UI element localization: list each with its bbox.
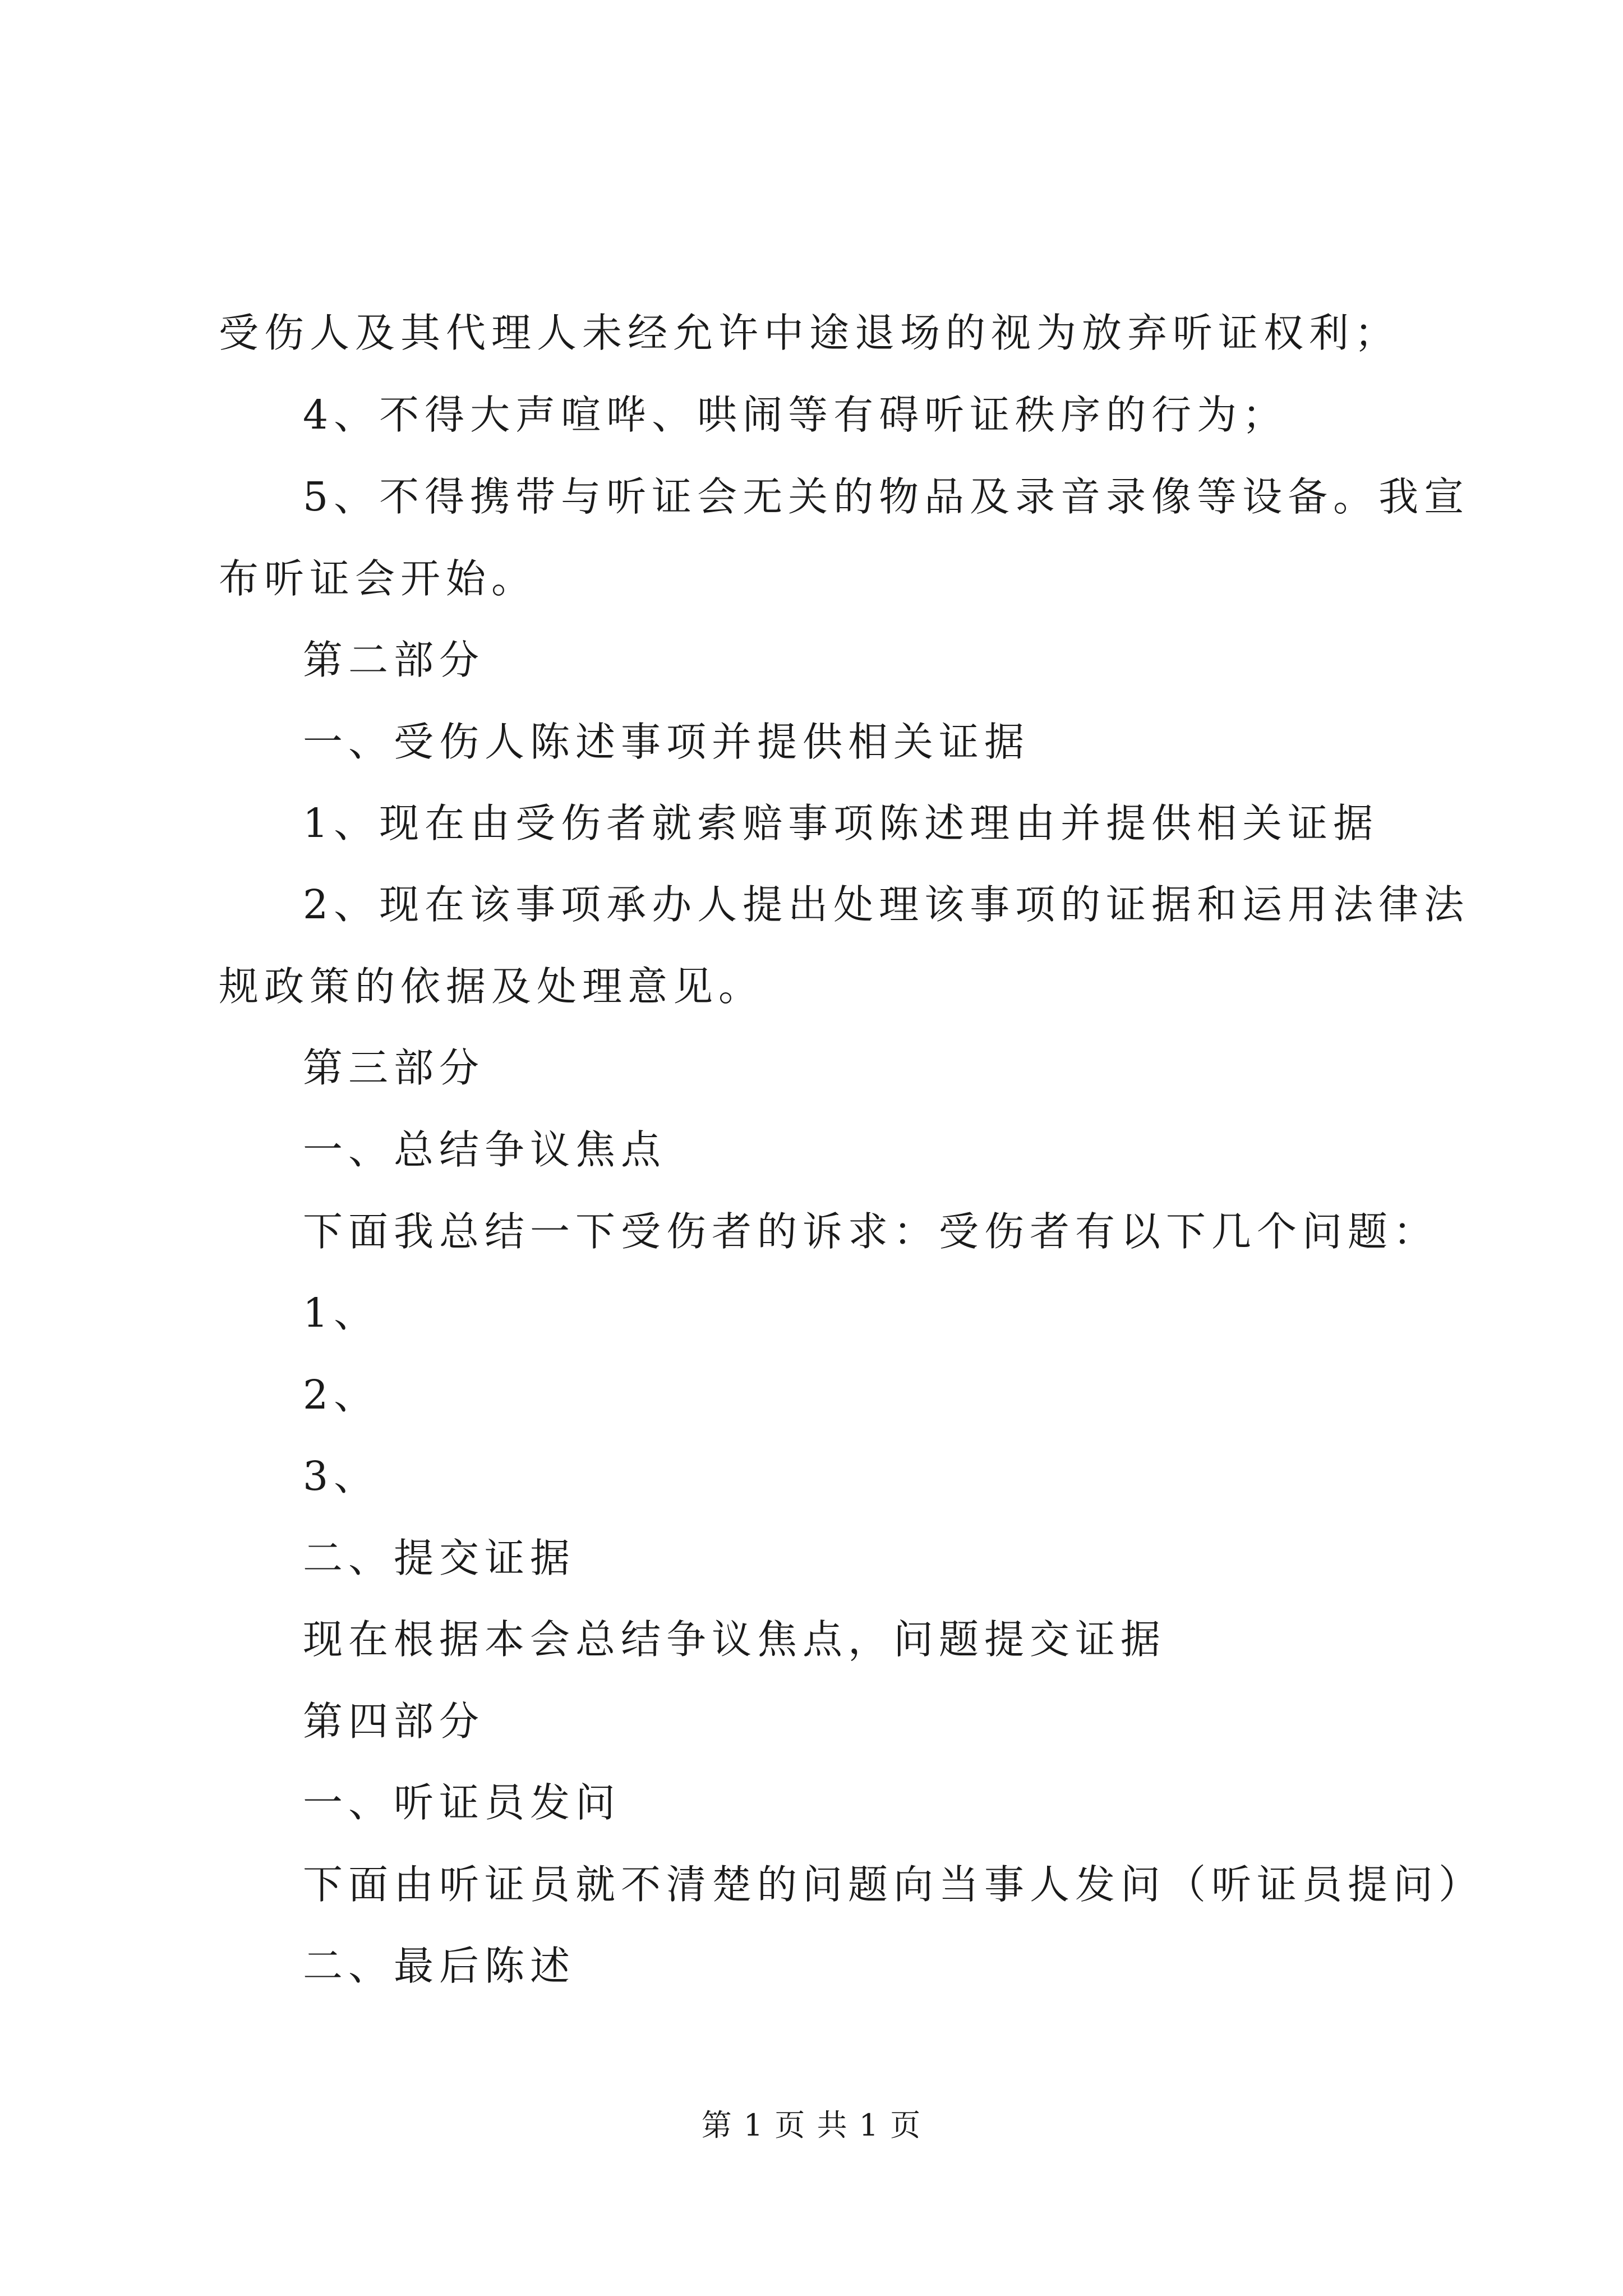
section-heading: 第二部分: [303, 637, 485, 683]
paragraph-line: 二、提交证据: [303, 1535, 576, 1581]
paragraph-line: 5、不得携带与听证会无关的物品及录音录像等设备。我宣: [303, 473, 1470, 520]
paragraph-line: 现在根据本会总结争议焦点，问题提交证据: [303, 1616, 1166, 1663]
paragraph-line: 1、现在由受伤者就索赔事项陈述理由并提供相关证据: [303, 800, 1379, 846]
paragraph-line: 一、总结争议焦点: [303, 1126, 667, 1173]
list-item: 3、: [303, 1453, 380, 1499]
list-item: 2、: [303, 1372, 380, 1418]
paragraph-line: 一、受伤人陈述事项并提供相关证据: [303, 719, 1030, 765]
paragraph-line: 下面我总结一下受伤者的诉求：受伤者有以下几个问题：: [303, 1208, 1439, 1255]
paragraph-line: 下面由听证员就不清楚的问题向当事人发问（听证员提问）: [303, 1861, 1484, 1908]
paragraph-line: 一、听证员发问: [303, 1779, 621, 1826]
paragraph-line: 2、现在该事项承办人提出处理该事项的证据和运用法律法: [303, 881, 1470, 928]
section-heading: 第四部分: [303, 1698, 485, 1745]
section-heading: 第三部分: [303, 1045, 485, 1091]
paragraph-line: 受伤人及其代理人未经允许中途退场的视为放弃听证权利；: [219, 310, 1400, 356]
paragraph-line: 4、不得大声喧哗、哄闹等有碍听证秩序的行为；: [303, 392, 1288, 438]
paragraph-line: 规政策的依据及处理意见。: [219, 963, 764, 1010]
paragraph-line: 布听证会开始。: [219, 555, 537, 602]
list-item: 1、: [303, 1290, 380, 1336]
page-footer: 第 1 页 共 1 页: [701, 2108, 922, 2143]
paragraph-line: 二、最后陈述: [303, 1943, 576, 1989]
